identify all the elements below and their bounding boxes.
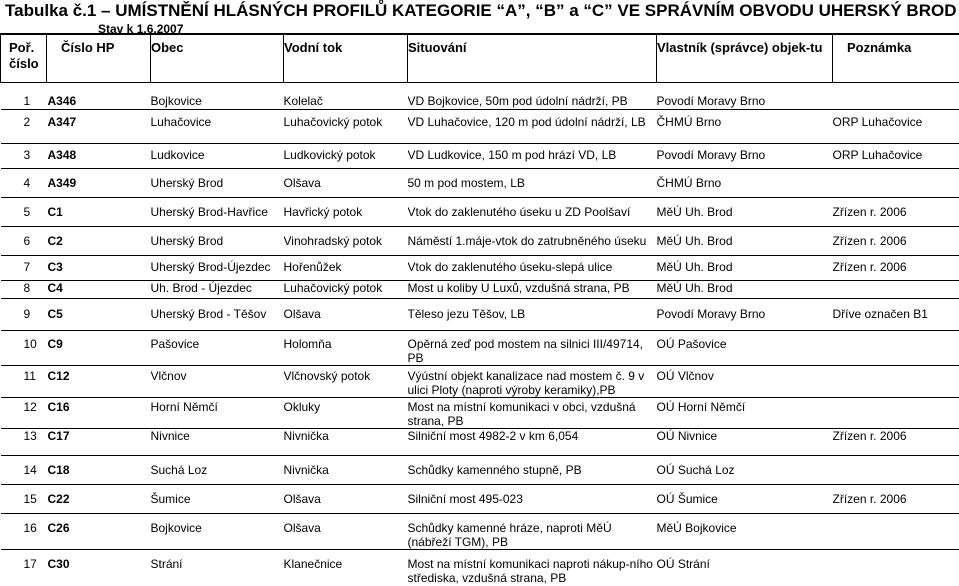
situovani-cell: 50 m pod mostem, LB — [408, 168, 657, 197]
table-row — [1, 168, 959, 197]
hp-number-cell: C17 — [47, 428, 151, 455]
situovani-cell: Silniční most 495-023 — [408, 484, 657, 513]
poznamka-cell — [833, 82, 959, 109]
obec-cell: Luhačovice — [151, 109, 284, 143]
hp-number-cell: C12 — [47, 365, 151, 397]
hp-number-cell: C5 — [47, 298, 151, 330]
obec-cell: Šumice — [151, 484, 284, 513]
table-row — [1, 298, 959, 330]
poznamka-cell: ORP Luhačovice — [833, 109, 959, 143]
poznamka-cell: ORP Luhačovice — [833, 143, 959, 168]
header-cell: Poznámka — [833, 34, 959, 82]
vlastnik-cell: MěÚ Uh. Brod — [657, 255, 833, 280]
situovani-cell: Vtok do zaklenutého úseku-slepá ulice — [408, 255, 657, 280]
row-number-cell: 15 — [1, 484, 47, 513]
obec-cell: Uherský Brod - Těšov — [151, 298, 284, 330]
vodni-tok-cell: Luhačovický potok — [284, 280, 408, 298]
situovani-cell: VD Luhačovice, 120 m pod údolní nádrží, LB — [408, 109, 657, 143]
table-row — [1, 197, 959, 226]
row-number-cell: 3 — [1, 143, 47, 168]
row-number-cell: 12 — [1, 397, 47, 428]
vlastnik-cell: Povodí Moravy Brno — [657, 82, 833, 109]
vlastnik-cell: ČHMÚ Brno — [657, 109, 833, 143]
vodni-tok-cell: Olšava — [284, 513, 408, 549]
poznamka-cell — [833, 330, 959, 365]
hp-number-cell: A349 — [47, 168, 151, 197]
situovani-cell: Most na místní komunikaci naproti nákup-ního střediska, vzdušná strana, PB — [408, 549, 657, 586]
obec-cell: Uherský Brod-Újezdec — [151, 255, 284, 280]
row-number-cell: 6 — [1, 226, 47, 255]
table-row — [1, 484, 959, 513]
hp-number-cell: C26 — [47, 513, 151, 549]
table-row — [1, 365, 959, 397]
poznamka-cell — [833, 549, 959, 586]
situovani-cell: Most na místní komunikaci v obci, vzdušná strana, PB — [408, 397, 657, 428]
table-row — [1, 143, 959, 168]
hp-number-cell: C16 — [47, 397, 151, 428]
row-number-cell: 13 — [1, 428, 47, 455]
hp-number-cell: C3 — [47, 255, 151, 280]
hp-number-cell: A347 — [47, 109, 151, 143]
situovani-cell: Náměstí 1.máje-vtok do zatrubněného úseku — [408, 226, 657, 255]
vlastnik-cell: Povodí Moravy Brno — [657, 143, 833, 168]
vodni-tok-cell: Olšava — [284, 298, 408, 330]
row-number-cell: 14 — [1, 455, 47, 484]
vlastnik-cell: ČHMÚ Brno — [657, 168, 833, 197]
obec-cell: Horní Němčí — [151, 397, 284, 428]
header-cell: Vlastník (správce) objek-tu — [657, 34, 833, 82]
row-number-cell: 2 — [1, 109, 47, 143]
vlastnik-cell: OÚ Vlčnov — [657, 365, 833, 397]
table-row — [1, 455, 959, 484]
row-number-cell: 4 — [1, 168, 47, 197]
vodni-tok-cell: Olšava — [284, 168, 408, 197]
vlastnik-cell: OÚ Suchá Loz — [657, 455, 833, 484]
obec-cell: Pašovice — [151, 330, 284, 365]
situovani-cell: Těleso jezu Těšov, LB — [408, 298, 657, 330]
poznamka-cell: Zřízen r. 2006 — [833, 197, 959, 226]
obec-cell: Nivnice — [151, 428, 284, 455]
situovani-cell: Výústní objekt kanalizace nad mostem č. 9 v ulici Ploty (naproti výroby keramiky),PB — [408, 365, 657, 397]
obec-cell: Ludkovice — [151, 143, 284, 168]
table-title: Tabulka č.1 – UMÍSTNĚNÍ HLÁSNÝCH PROFILŮ KATEGORIE “A”, “B” a “C” VE SPRÁVNÍM OBVODU UHERSKÝ BROD — [5, 1, 956, 21]
vodni-tok-cell: Nivnička — [284, 428, 408, 455]
obec-cell: Uherský Brod-Havřice — [151, 197, 284, 226]
vlastnik-cell: MěÚ Uh. Brod — [657, 197, 833, 226]
row-number-cell: 1 — [1, 82, 47, 109]
row-number-cell: 9 — [1, 298, 47, 330]
vodni-tok-cell: Holomňa — [284, 330, 408, 365]
table-row — [1, 255, 959, 280]
obec-cell: Uherský Brod — [151, 168, 284, 197]
poznamka-cell: Dříve označen B1 — [833, 298, 959, 330]
vlastnik-cell: MěÚ Bojkovice — [657, 513, 833, 549]
vodni-tok-cell: Ludkovický potok — [284, 143, 408, 168]
vodni-tok-cell: Olšava — [284, 484, 408, 513]
vodni-tok-cell: Klanečnice — [284, 549, 408, 586]
poznamka-cell: Zřízen r. 2006 — [833, 484, 959, 513]
table-row — [1, 82, 959, 109]
poznamka-cell — [833, 168, 959, 197]
header-cell: Vodní tok — [284, 34, 408, 82]
hp-number-cell: C1 — [47, 197, 151, 226]
row-number-cell: 7 — [1, 255, 47, 280]
obec-cell: Suchá Loz — [151, 455, 284, 484]
hp-number-cell: C22 — [47, 484, 151, 513]
situovani-cell: VD Ludkovice, 150 m pod hrází VD, LB — [408, 143, 657, 168]
hp-number-cell: C2 — [47, 226, 151, 255]
row-number-cell: 16 — [1, 513, 47, 549]
table-row — [1, 330, 959, 365]
hp-number-cell: C18 — [47, 455, 151, 484]
poznamka-cell — [833, 280, 959, 298]
header-cell: Situování — [408, 34, 657, 82]
poznamka-cell: Zřízen r. 2006 — [833, 226, 959, 255]
vlastnik-cell: MěÚ Uh. Brod — [657, 280, 833, 298]
vlastnik-cell: OÚ Šumice — [657, 484, 833, 513]
header-row — [1, 34, 959, 82]
hp-number-cell: C30 — [47, 549, 151, 586]
table-row — [1, 513, 959, 549]
hp-profiles-table — [0, 33, 959, 586]
poznamka-cell: Zřízen r. 2006 — [833, 255, 959, 280]
obec-cell: Bojkovice — [151, 513, 284, 549]
vodni-tok-cell: Kolelač — [284, 82, 408, 109]
vodni-tok-cell: Havřický potok — [284, 197, 408, 226]
vlastnik-cell: MěÚ Uh. Brod — [657, 226, 833, 255]
row-number-cell: 8 — [1, 280, 47, 298]
header-cell: Obec — [151, 34, 284, 82]
hp-number-cell: A346 — [47, 82, 151, 109]
vodni-tok-cell: Vinohradský potok — [284, 226, 408, 255]
vodni-tok-cell: Vlčnovský potok — [284, 365, 408, 397]
vodni-tok-cell: Luhačovický potok — [284, 109, 408, 143]
situovani-cell: Schůdky kamenného stupně, PB — [408, 455, 657, 484]
poznamka-cell — [833, 365, 959, 397]
vlastnik-cell: OÚ Horní Němčí — [657, 397, 833, 428]
vodni-tok-cell: Hořenůžek — [284, 255, 408, 280]
hp-number-cell: A348 — [47, 143, 151, 168]
situovani-cell: Opěrná zeď pod mostem na silnici III/49714, PB — [408, 330, 657, 365]
table-row — [1, 397, 959, 428]
situovani-cell: Vtok do zaklenutého úseku u ZD Poolšaví — [408, 197, 657, 226]
vlastnik-cell: OÚ Pašovice — [657, 330, 833, 365]
table-subtitle: Stav k 1.6.2007 — [98, 22, 183, 36]
header-cell: Poř. číslo — [1, 34, 47, 82]
table-row — [1, 226, 959, 255]
obec-cell: Bojkovice — [151, 82, 284, 109]
table-row — [1, 428, 959, 455]
obec-cell: Vlčnov — [151, 365, 284, 397]
hp-number-cell: C9 — [47, 330, 151, 365]
poznamka-cell — [833, 513, 959, 549]
vodni-tok-cell: Okluky — [284, 397, 408, 428]
header-cell: Číslo HP — [47, 34, 151, 82]
row-number-cell: 17 — [1, 549, 47, 586]
table-row — [1, 109, 959, 143]
situovani-cell: Silniční most 4982-2 v km 6,054 — [408, 428, 657, 455]
row-number-cell: 11 — [1, 365, 47, 397]
hp-number-cell: C4 — [47, 280, 151, 298]
obec-cell: Uh. Brod - Újezdec — [151, 280, 284, 298]
obec-cell: Uherský Brod — [151, 226, 284, 255]
poznamka-cell: Zřízen r. 2006 — [833, 428, 959, 455]
situovani-cell: Most u koliby U Luxů, vzdušná strana, PB — [408, 280, 657, 298]
situovani-cell: Schůdky kamenné hráze, naproti MěÚ (nábřeží TGM), PB — [408, 513, 657, 549]
poznamka-cell — [833, 397, 959, 428]
situovani-cell: VD Bojkovice, 50m pod údolní nádrží, PB — [408, 82, 657, 109]
vlastnik-cell: OÚ Strání — [657, 549, 833, 586]
vlastnik-cell: OÚ Nivnice — [657, 428, 833, 455]
table-row — [1, 280, 959, 298]
table-row — [1, 549, 959, 586]
row-number-cell: 5 — [1, 197, 47, 226]
poznamka-cell — [833, 455, 959, 484]
obec-cell: Strání — [151, 549, 284, 586]
vodni-tok-cell: Nivnička — [284, 455, 408, 484]
row-number-cell: 10 — [1, 330, 47, 365]
vlastnik-cell: Povodí Moravy Brno — [657, 298, 833, 330]
